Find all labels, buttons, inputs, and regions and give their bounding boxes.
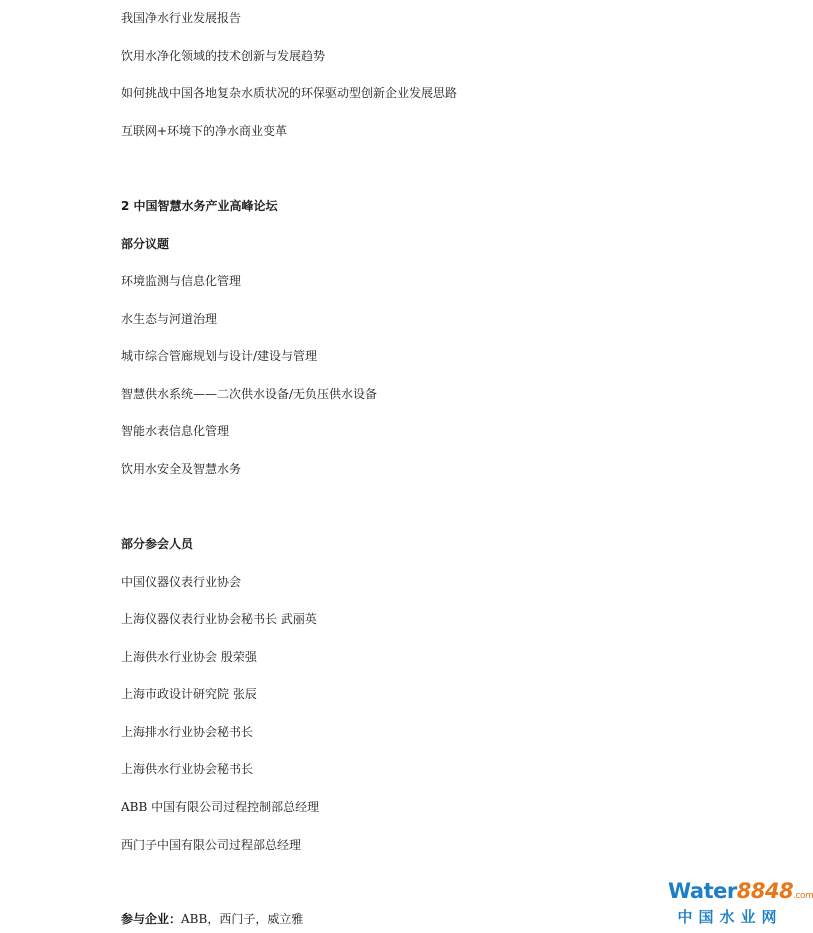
site-watermark-logo [668,879,813,927]
section-heading: 2 中国智慧水务产业高峰论坛 [121,199,278,213]
watermark-brand: Water8848.com [668,879,813,903]
companies-line [121,911,303,927]
topic-item: 水生态与河道治理 [121,312,218,326]
list-item: 如何挑战中国各地复杂水质状况的环保驱动型创新企业发展思路 [121,86,458,100]
topics-heading: 部分议题 [121,237,170,251]
watermark-brand-cn: 中国水业网 [677,908,783,926]
attendee-item: 上海供水行业协会秘书长 [121,762,254,776]
companies-label: 参与企业： [121,912,182,926]
topic-item: 环境监测与信息化管理 [121,274,242,288]
topic-item: 智慧供水系统——二次供水设备/无负压供水设备 [121,387,378,401]
attendee-item: 上海仪器仪表行业协会秘书长 武丽英 [121,612,317,626]
attendee-item: 西门子中国有限公司过程部总经理 [121,838,302,852]
topic-item: 饮用水安全及智慧水务 [121,462,242,476]
companies-value: ABB，西门子，威立雅 [181,912,304,926]
topic-item: 城市综合管廊规划与设计/建设与管理 [121,349,318,363]
attendees-heading: 部分参会人员 [121,537,194,551]
attendee-item: 中国仪器仪表行业协会 [121,575,242,589]
list-item: 我国净水行业发展报告 [121,11,242,25]
attendee-item: ABB 中国有限公司过程控制部总经理 [121,800,320,814]
list-item: 饮用水净化领域的技术创新与发展趋势 [121,49,326,63]
attendee-item: 上海供水行业协会 殷荣强 [121,650,257,664]
attendee-item: 上海排水行业协会秘书长 [121,725,254,739]
topic-item: 智能水表信息化管理 [121,424,230,438]
attendee-item: 上海市政设计研究院 张辰 [121,687,257,701]
list-item: 互联网+环境下的净水商业变革 [121,124,288,138]
